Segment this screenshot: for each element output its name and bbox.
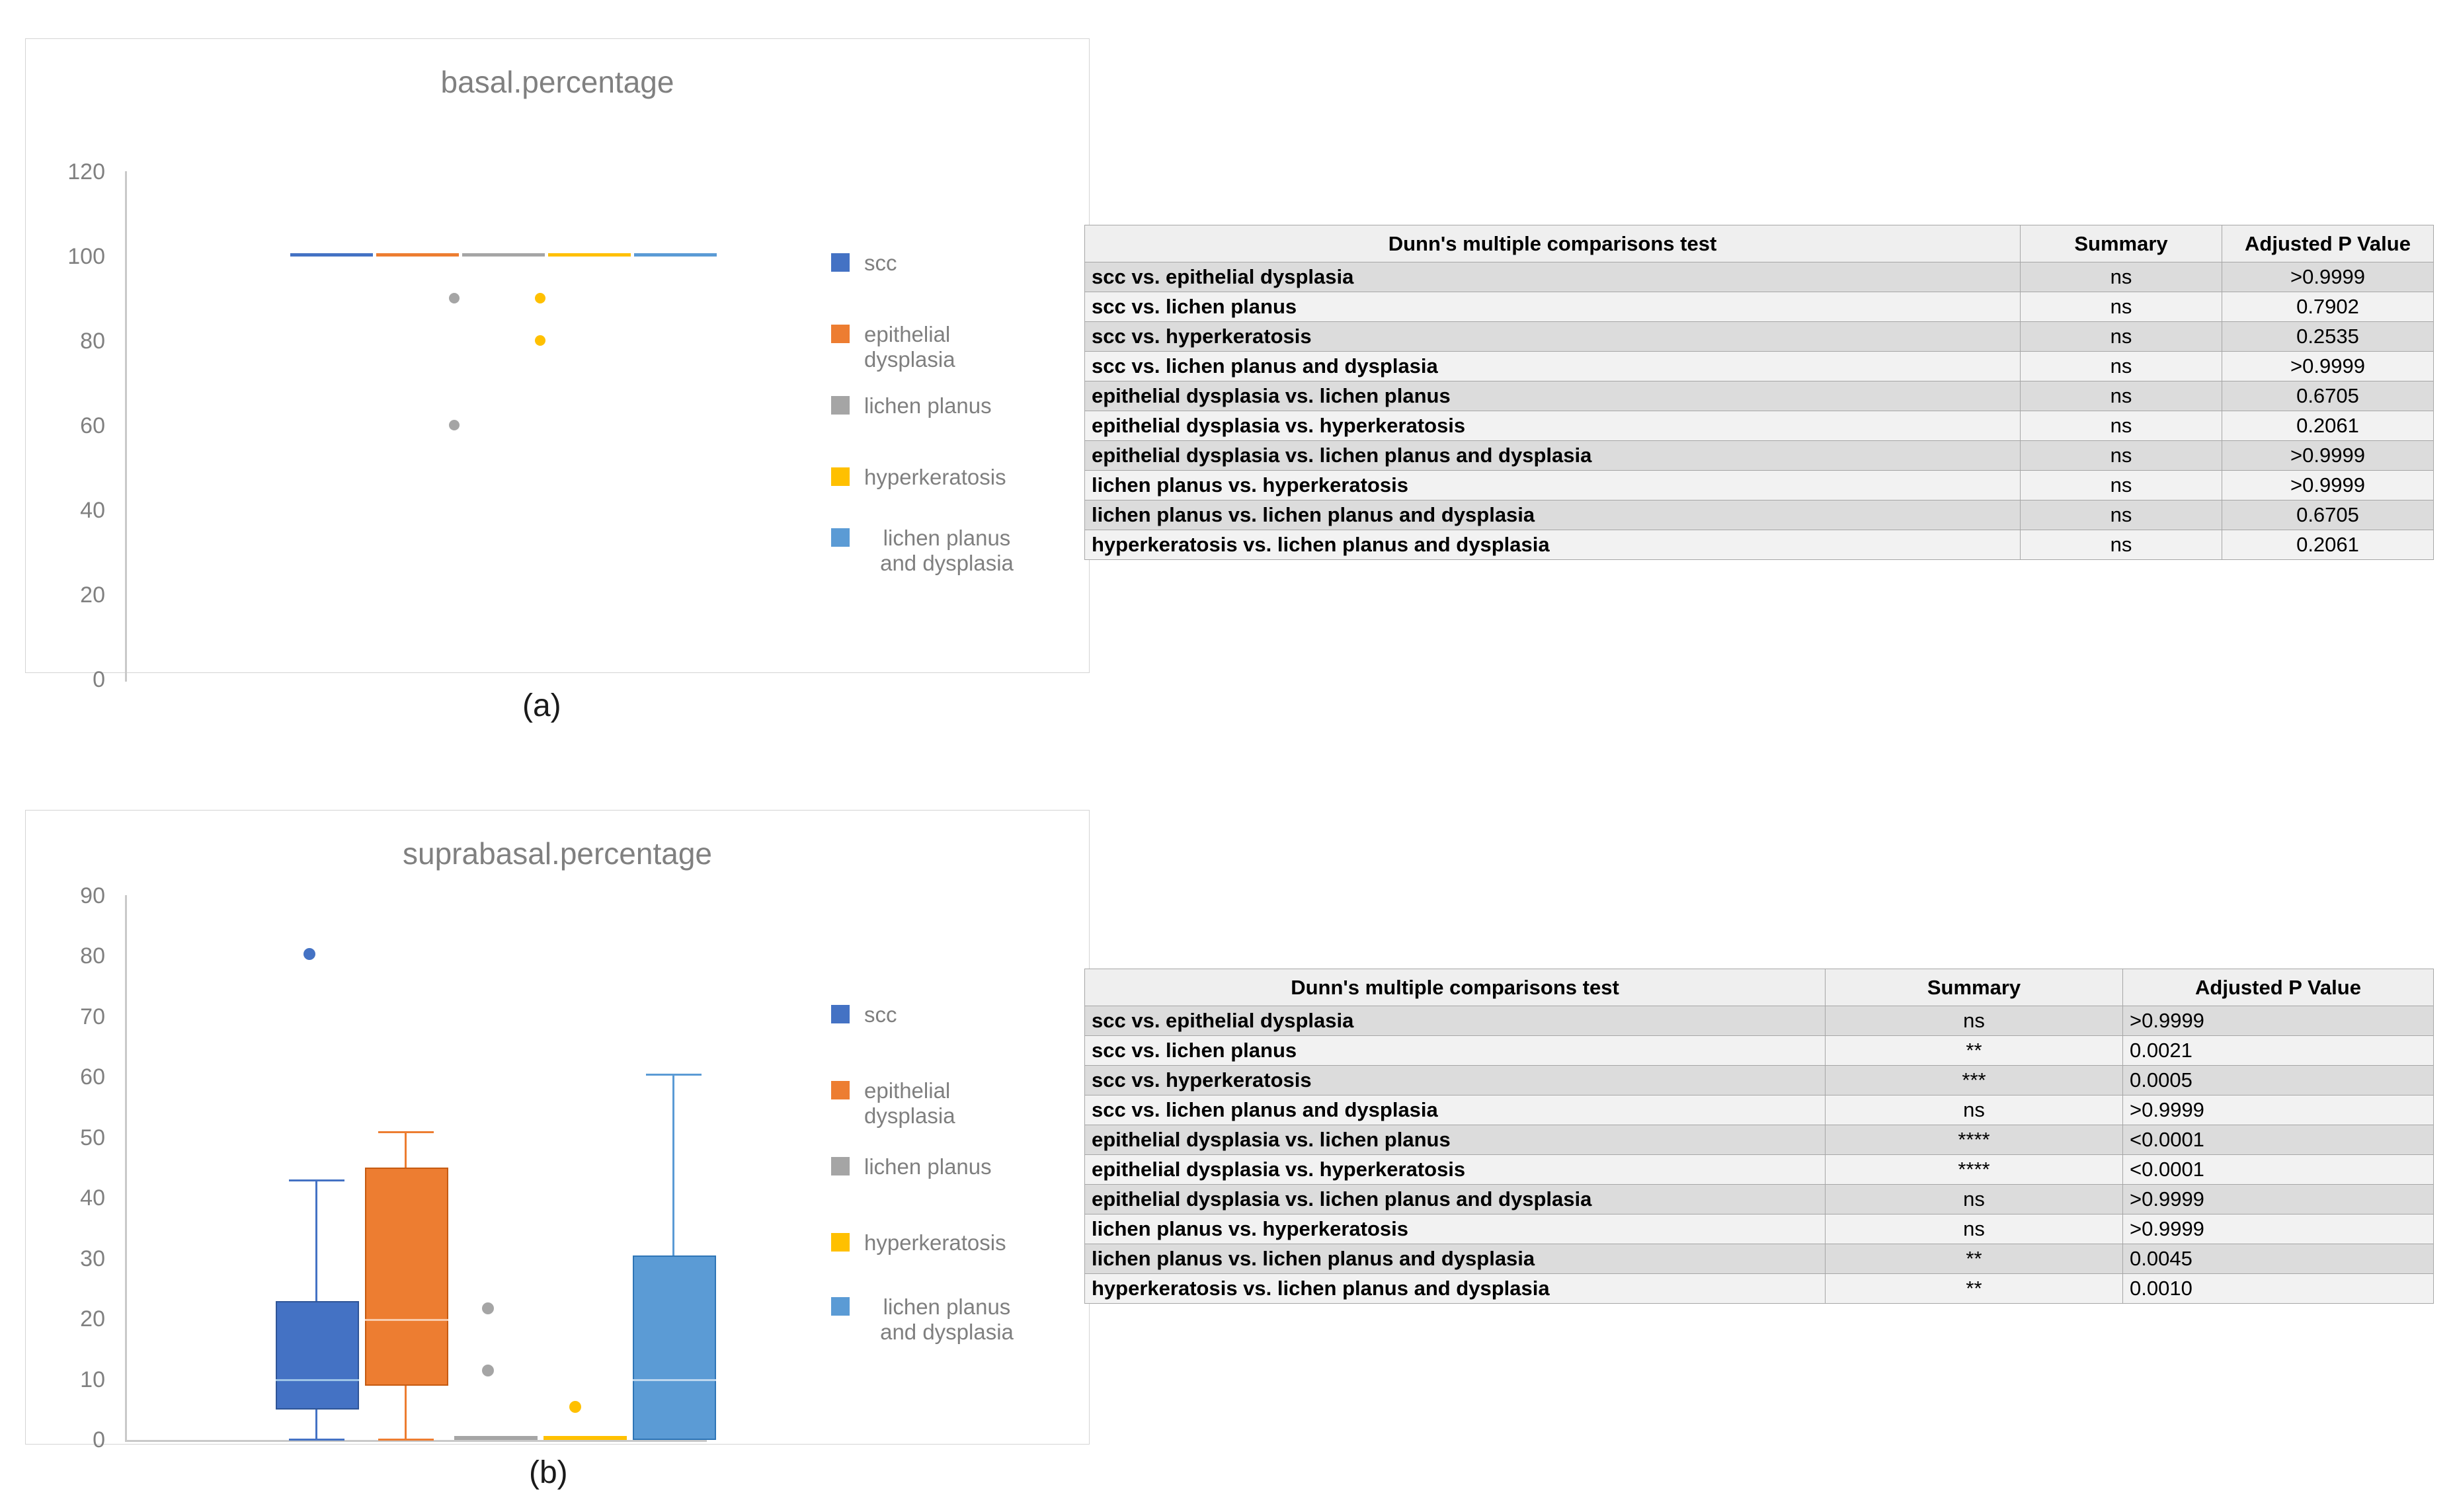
table-b-r2-c2: 0.0005 [2123,1066,2434,1095]
table-b-r6-c2: >0.9999 [2123,1185,2434,1214]
chart-b-median-scc [276,1379,359,1381]
table-row [1085,1244,2434,1274]
chart-b-outlier-lichen-planus-10 [482,1365,494,1376]
chart-b-legend-item-1 [831,1078,1029,1129]
table-row [1085,1214,2434,1244]
table-b-r3-c0: scc vs. lichen planus and dysplasia [1085,1095,1826,1125]
chart-a-ytick-0: 120 [67,159,105,184]
chart-a-title: basal.percentage [440,65,674,99]
table-b-r2-c0: scc vs. hyperkeratosis [1085,1066,1826,1095]
table-a-r8-c2: 0.6705 [2222,500,2434,530]
table-a-r5-c0: epithelial dysplasia vs. hyperkeratosis [1085,411,2021,441]
chart-a-legend-label-2: lichen planus [864,393,992,418]
chart-a-ytick-4: 40 [80,498,105,523]
chart-b-whisker-cap-bottom-scc [289,1439,344,1441]
chart-a-box-lichen-planus [462,253,545,257]
chart-b-whisker-cap-top-epithelial-dysplasia [378,1131,434,1133]
table-row [1085,471,2434,500]
chart-b-box-hyperkeratosis [543,1436,627,1440]
chart-b-ytick-4: 50 [80,1125,105,1150]
table-row [1085,530,2434,560]
table-b-r3-c2: >0.9999 [2123,1095,2434,1125]
chart-a-legend-item-3 [831,465,1029,490]
legend-swatch-icon [831,467,850,486]
chart-b-y-axis [125,895,127,1441]
table-a-r9-c1: ns [2021,530,2222,560]
table-row [1085,352,2434,381]
chart-b-legend-item-3 [831,1230,1029,1255]
table-b-r1-c2: 0.0021 [2123,1036,2434,1066]
chart-b-median-epithelial-dysplasia [365,1319,448,1321]
chart-b-ytick-2: 70 [80,1004,105,1029]
chart-b-ytick-6: 30 [80,1246,105,1271]
chart-b-ytick-8: 10 [80,1367,105,1392]
legend-swatch-icon [831,1005,850,1023]
table-row [1085,1095,2434,1125]
table-row [1085,1155,2434,1185]
table-a-header-1: Summary [2021,225,2222,262]
table-a-r2-c1: ns [2021,322,2222,352]
table-b-r8-c1: ** [1826,1244,2123,1274]
table-a [1084,225,2434,560]
table-b-r3-c1: ns [1826,1095,2123,1125]
chart-a-outlier-hyperkeratosis-80 [535,335,545,346]
legend-swatch-icon [831,253,850,272]
chart-a-legend-item-2 [831,393,1029,418]
table-row [1085,292,2434,322]
table-a-r1-c1: ns [2021,292,2222,322]
chart-b-whisker-cap-top-lichen-planus-and-dysplasia [646,1074,702,1076]
legend-swatch-icon [831,528,850,547]
chart-a-box-epithelial-dysplasia [376,253,459,257]
table-a-r8-c0: lichen planus vs. lichen planus and dysplasia [1085,500,2021,530]
chart-a-legend-item-1 [831,322,1029,372]
table-a-r3-c2: >0.9999 [2222,352,2434,381]
table-a-r6-c2: >0.9999 [2222,441,2434,471]
chart-b-legend-label-1: epithelial dysplasia [864,1078,955,1128]
table-b-r9-c0: hyperkeratosis vs. lichen planus and dysplasia [1085,1274,1826,1304]
table-a-r7-c0: lichen planus vs. hyperkeratosis [1085,471,2021,500]
table-a-r0-c1: ns [2021,262,2222,292]
chart-b-legend-item-0 [831,1002,1029,1027]
table-b-header-0: Dunn's multiple comparisons test [1085,969,1826,1006]
table-a-r9-c0: hyperkeratosis vs. lichen planus and dysplasia [1085,530,2021,560]
chart-a-legend-label-3: hyperkeratosis [864,465,1006,489]
table-a-r4-c2: 0.6705 [2222,381,2434,411]
chart-b-legend-item-2 [831,1154,1029,1179]
table-a-header-0: Dunn's multiple comparisons test [1085,225,2021,262]
table-b [1084,969,2434,1304]
chart-a-ytick-5: 20 [80,582,105,608]
chart-a-legend-label-4: lichen planus and dysplasia [880,526,1014,575]
chart-b-ytick-5: 40 [80,1185,105,1211]
chart-b-legend-label-2: lichen planus [864,1154,992,1179]
chart-a-legend-item-0 [831,251,1029,276]
table-b-r9-c1: ** [1826,1274,2123,1304]
table-row [1085,1036,2434,1066]
table-b-r0-c1: ns [1826,1006,2123,1036]
chart-b-outlier-hyperkeratosis-5 [569,1401,581,1413]
table-row [1085,411,2434,441]
table-b-header-1: Summary [1826,969,2123,1006]
chart-b-box-lichen-planus-and-dysplasia [633,1255,716,1440]
table-row [1085,1006,2434,1036]
table-a-r3-c1: ns [2021,352,2222,381]
table-b-r8-c2: 0.0045 [2123,1244,2434,1274]
table-a-r7-c1: ns [2021,471,2222,500]
chart-b-ytick-1: 80 [80,943,105,969]
table-a-r9-c2: 0.2061 [2222,530,2434,560]
chart-b-legend-item-4 [831,1294,1029,1345]
table-row [1085,500,2434,530]
table-a-r6-c1: ns [2021,441,2222,471]
table-b-r6-c1: ns [1826,1185,2123,1214]
chart-b-ytick-3: 60 [80,1064,105,1090]
table-a-r2-c0: scc vs. hyperkeratosis [1085,322,2021,352]
chart-a-ytick-1: 100 [67,244,105,269]
table-a-r6-c0: epithelial dysplasia vs. lichen planus and dysplasia [1085,441,2021,471]
table-row [1085,1066,2434,1095]
table-b-r5-c2: <0.0001 [2123,1155,2434,1185]
table-b-r7-c1: ns [1826,1214,2123,1244]
chart-a-outlier-hyperkeratosis-90 [535,293,545,303]
table-a-r1-c2: 0.7902 [2222,292,2434,322]
chart-b-container [25,810,1090,1452]
legend-swatch-icon [831,1081,850,1099]
table-b-r5-c1: **** [1826,1155,2123,1185]
table-row [1085,322,2434,352]
table-a-r3-c0: scc vs. lichen planus and dysplasia [1085,352,2021,381]
chart-b-box-scc [276,1301,359,1410]
table-b-r8-c0: lichen planus vs. lichen planus and dysplasia [1085,1244,1826,1274]
legend-swatch-icon [831,1157,850,1175]
chart-b-title: suprabasal.percentage [403,836,712,871]
chart-b-box-epithelial-dysplasia [365,1168,448,1386]
table-b-r4-c2: <0.0001 [2123,1125,2434,1155]
table-b-r5-c0: epithelial dysplasia vs. hyperkeratosis [1085,1155,1826,1185]
table-b-header-2: Adjusted P Value [2123,969,2434,1006]
legend-swatch-icon [831,325,850,343]
table-b-r4-c1: **** [1826,1125,2123,1155]
chart-a-y-axis [125,171,127,682]
table-b-r4-c0: epithelial dysplasia vs. lichen planus [1085,1125,1826,1155]
table-row [1085,441,2434,471]
table-b-r0-c0: scc vs. epithelial dysplasia [1085,1006,1826,1036]
chart-b-median-lichen-planus-and-dysplasia [633,1379,716,1381]
chart-a-ytick-3: 60 [80,413,105,438]
chart-a-outlier-lichen-planus-90 [449,293,460,303]
table-b-header-row [1085,969,2434,1006]
chart-b-legend-label-0: scc [864,1002,897,1027]
chart-a-box-scc [290,253,373,257]
table-a-r4-c0: epithelial dysplasia vs. lichen planus [1085,381,2021,411]
chart-a-container [25,38,1090,692]
table-row [1085,1185,2434,1214]
chart-a-legend-label-1: epithelial dysplasia [864,322,955,372]
chart-b-ytick-0: 90 [80,883,105,908]
table-a-r5-c2: 0.2061 [2222,411,2434,441]
table-row [1085,1125,2434,1155]
table-a-header-row [1085,225,2434,262]
panel-b-letter: (b) [529,1455,568,1490]
table-b-r0-c2: >0.9999 [2123,1006,2434,1036]
chart-a-box-hyperkeratosis [548,253,631,257]
table-a-r0-c2: >0.9999 [2222,262,2434,292]
chart-a-ytick-6: 0 [93,667,105,692]
chart-b-box-lichen-planus [454,1436,538,1440]
legend-swatch-icon [831,1233,850,1252]
chart-a-legend-item-4 [831,526,1029,576]
table-a-r8-c1: ns [2021,500,2222,530]
legend-swatch-icon [831,396,850,415]
table-row [1085,262,2434,292]
table-a-r7-c2: >0.9999 [2222,471,2434,500]
table-b-r7-c0: lichen planus vs. hyperkeratosis [1085,1214,1826,1244]
table-a-r5-c1: ns [2021,411,2222,441]
chart-b-outlier-lichen-planus-20 [482,1302,494,1314]
table-row [1085,1274,2434,1304]
chart-b-ytick-7: 20 [80,1306,105,1332]
panel-a-letter: (a) [522,688,561,723]
chart-b-legend-label-4: lichen planus and dysplasia [880,1294,1014,1344]
chart-b-whisker-cap-bottom-epithelial-dysplasia [378,1439,434,1441]
table-a-r1-c0: scc vs. lichen planus [1085,292,2021,322]
table-a-r0-c0: scc vs. epithelial dysplasia [1085,262,2021,292]
table-b-r1-c0: scc vs. lichen planus [1085,1036,1826,1066]
chart-a-outlier-lichen-planus-60 [449,420,460,430]
chart-b-legend-label-3: hyperkeratosis [864,1230,1006,1255]
chart-b-outlier-scc-80 [303,948,315,960]
table-b-r7-c2: >0.9999 [2123,1214,2434,1244]
table-b-r9-c2: 0.0010 [2123,1274,2434,1304]
chart-b-whisker-cap-top-scc [289,1179,344,1181]
table-b-r2-c1: *** [1826,1066,2123,1095]
chart-a-legend-label-0: scc [864,251,897,275]
chart-a-ytick-2: 80 [80,329,105,354]
chart-b-ytick-9: 0 [93,1427,105,1452]
table-b-r6-c0: epithelial dysplasia vs. lichen planus and dysplasia [1085,1185,1826,1214]
table-row [1085,381,2434,411]
chart-a-box-lichen-planus-and-dysplasia [634,253,717,257]
table-b-r1-c1: ** [1826,1036,2123,1066]
table-a-header-2: Adjusted P Value [2222,225,2434,262]
legend-swatch-icon [831,1297,850,1316]
table-a-r2-c2: 0.2535 [2222,322,2434,352]
table-a-r4-c1: ns [2021,381,2222,411]
